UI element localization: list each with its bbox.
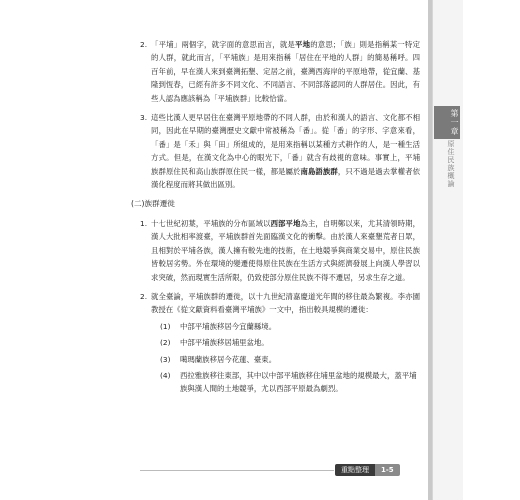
item-number: 1. — [140, 218, 148, 228]
sub-item-number: (3) — [160, 354, 171, 364]
sub-item-number: (4) — [160, 370, 171, 380]
list-item — [140, 290, 420, 317]
section-heading: (二)族群遷徙 — [131, 199, 175, 209]
item-number: 2. — [140, 291, 148, 301]
sub-item-text: 中部平埔族移居埔里盆地。 — [180, 338, 269, 348]
page-footer — [335, 464, 400, 476]
sub-item-text: 中部平埔族移居今宜蘭縣境。 — [180, 321, 277, 331]
sub-list-item — [160, 369, 420, 396]
item-number: 2. — [140, 40, 148, 49]
emphasis: 西部平地 — [270, 218, 301, 228]
chapter-title: 原住民族概論 — [447, 140, 455, 188]
sub-item-number: (2) — [160, 338, 171, 348]
page-number: 1-5 — [375, 464, 400, 476]
sub-item-text: 噶瑪蘭族移居今花蓮、臺東。 — [180, 354, 277, 364]
chapter-side-tab — [432, 0, 463, 500]
item-text: 「平埔」兩個字，就字面的意思而言，就是平地的意思；「族」則是指稱某一特定的人群，就此而言，「平埔族」是用來指稱「居住在平地的人群」的簡易稱呼。四百年前，早在漢人來到臺灣拓墾、定居之前，臺灣西海岸的平原地帶，從宜蘭、基隆到恆春，已經有許多不同文化、不同語言、不同部落認同的人群居住。因此，有些人認為應該稱為「平埔族群」比較恰當。 — [151, 40, 420, 103]
footer-label: 重點整理 — [335, 464, 375, 476]
emphasis: 南島語族群 — [300, 166, 338, 176]
emphasis: 平地 — [295, 40, 311, 49]
list-item — [140, 111, 420, 191]
item-text: 十七世紀初葉，平埔族的分布區域以西部平地為主，自明鄭以來，尤其清領時期，漢人大批相率渡臺，平埔族群首先面臨漢文化的衝擊。由於漢人來臺墾荒者日眾，且相對於平埔各族，漢人擁有較先進的技術，在土地競爭與商業交易中，原住民族皆較居劣勢。外在環境的變遷使得原住民族在生活方式與經濟發展上向漢人學習以求突破，然而現實生活所限，仍致使部分原住民族不得不遷居，另求生存之道。 — [151, 218, 420, 282]
sub-item-number: (1) — [160, 321, 171, 331]
footer-rule — [140, 470, 334, 471]
main-content — [131, 38, 420, 396]
sub-item-text: 西拉雅族移往東部，其中以中部平埔族移住埔里盆地的規模最大，蓋平埔族與漢人間的土地競爭，尤以西部平原最為劇烈。 — [180, 370, 417, 394]
item-text: 這些比漢人更早居住在臺灣平原地帶的不同人群，由於和漢人的語言、文化都不相同，因此在早期的臺灣歷史文獻中常被稱為「番」。從「番」的字形、字意來看，「番」是「禾」與「田」所組成的，是用來指稱以某種方式耕作的人，是一種生活方式。但是，在漢文化為中心的眼光下，「番」就含有歧視的意味。事實上，平埔族群原住民和高山族群原住民一樣，都是屬於南島語族群，只不過是過去掌權者依漢化程度而將其做出區別。 — [151, 113, 420, 190]
list-item — [140, 217, 420, 284]
sub-list-item — [160, 353, 420, 366]
sub-list-item — [160, 320, 420, 333]
item-number: 3. — [140, 113, 148, 123]
item-text: 就全臺論，平埔族群的遷徙，以十九世紀清嘉慶道光年間的移住最為繁複。李亦園教授在《從文獻資料看臺灣平埔族》一文中，指出較具規模的遷徙： — [151, 291, 420, 315]
list-item — [140, 38, 420, 105]
chapter-label: 第一章 — [434, 106, 460, 139]
sub-list-item — [160, 336, 420, 349]
